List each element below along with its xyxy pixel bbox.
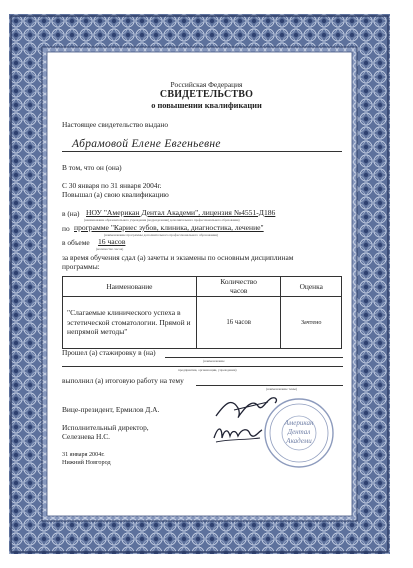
- exams-text-2: программы:: [62, 262, 100, 271]
- intro-text: Настоящее свидетельство выдано: [62, 120, 169, 129]
- table-row: [63, 297, 342, 349]
- volume-value: 16 часов: [98, 237, 126, 246]
- final-work-underline: [196, 385, 343, 386]
- discipline-name: "Слагаемые клинического успеха в эстетической стоматологии. Прямой и непрямой методы": [63, 297, 197, 349]
- raised-text: Повышал (а) свою квалификацию: [62, 190, 169, 199]
- vice-president-signatory: Вице-президент, Ермилов Д.А.: [62, 405, 160, 414]
- in-prefix: в (на): [62, 209, 80, 218]
- exams-text: за время обучения сдал (а) зачеты и экзамены по основным дисциплинам: [62, 253, 294, 262]
- header-name: Наименование: [63, 277, 197, 297]
- director-title: Исполнительный директор,: [62, 423, 149, 432]
- program-prefix: по: [62, 224, 70, 233]
- discipline-grade: Зачтено: [281, 297, 342, 349]
- volume-caption: (количество часов): [96, 247, 124, 251]
- program-name: программе "Кариес зубов, клиника, диагностика, лечение": [74, 223, 264, 232]
- stamp-line-3: Академи: [286, 437, 312, 445]
- academy-stamp: [262, 396, 336, 470]
- internship-caption-2: предприятия, организации, учреждения): [178, 368, 237, 372]
- director-name: Селезнева Н.С.: [62, 432, 110, 441]
- period-text: С 30 января по 31 января 2004г.: [62, 181, 162, 190]
- internship-text: Прошел (а) стажировку в (на): [62, 348, 156, 357]
- certificate-title: СВИДЕТЕЛЬСТВО: [159, 89, 254, 100]
- certificate-subtitle: о повышении квалификации: [151, 101, 262, 110]
- header-hours: [196, 277, 281, 297]
- issue-date: 31 января 2004г.: [62, 451, 105, 458]
- name-underline: [62, 151, 342, 152]
- discipline-hours: 16 часов: [196, 297, 281, 349]
- table-header-row: [63, 277, 342, 297]
- institution-name: НОУ "Американ Дентал Академи", лицензия №4551-Д186: [86, 208, 276, 217]
- recipient-name: Абрамовой Елене Евгеньевне: [72, 138, 221, 150]
- issue-city: Нижний Новгород: [62, 459, 111, 466]
- header-grade: Оценка: [281, 277, 342, 297]
- volume-prefix: в объеме: [62, 238, 90, 247]
- internship-underline-2: [62, 366, 343, 367]
- institution-caption: (наименование образовательного учреждения (подразделения) дополнительного профессионального образования): [84, 218, 240, 222]
- program-caption: (наименование программы дополнительного профессионального образования): [104, 233, 218, 237]
- final-work-caption: (наименование темы): [266, 387, 298, 391]
- stamp-line-1: Американ: [284, 419, 314, 427]
- disciplines-table: [62, 276, 342, 349]
- that-text: В том, что он (она): [62, 163, 122, 172]
- director-signature: [210, 420, 266, 448]
- internship-underline: [165, 357, 343, 358]
- internship-caption-1: (наименование: [203, 359, 225, 363]
- country-label: Российская Федерация: [170, 80, 243, 89]
- stamp-line-2: Дентал: [287, 428, 311, 436]
- final-work-text: выполнил (а) итоговую работу на тему: [62, 376, 184, 385]
- header-hours-label: Количество часов: [220, 277, 257, 295]
